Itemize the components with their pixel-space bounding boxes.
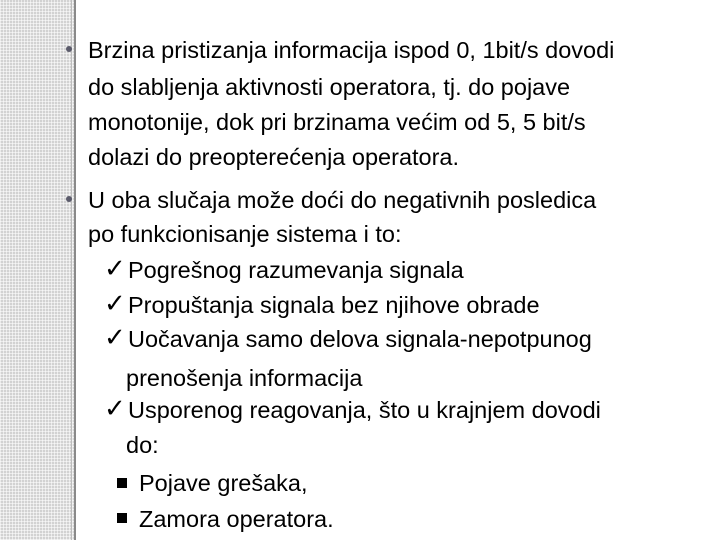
- bullet-dot-icon: [66, 46, 72, 52]
- bullet-2-line-1: U oba slučaja može doći do negativnih posledica: [88, 187, 597, 213]
- checkmark-icon: ✓: [104, 289, 126, 319]
- checkmark-icon: ✓: [104, 323, 126, 353]
- sub-item-2: Zamora operatora.: [139, 506, 334, 532]
- bullet-1-line-3: monotonije, dok pri brzinama većim od 5, 5 bit/s: [88, 109, 586, 135]
- check-item-4-line-1: Usporenog reagovanja, što u krajnjem dovodi: [128, 397, 601, 423]
- square-bullet-icon: [117, 478, 127, 488]
- bullet-1-line-2: do slabljenja aktivnosti operatora, tj. do pojave: [88, 74, 571, 100]
- bullet-dot-icon: [66, 196, 72, 202]
- check-item-2: Propuštanja signala bez njihove obrade: [128, 292, 540, 318]
- check-item-1: Pogrešnog razumevanja signala: [128, 257, 464, 283]
- sub-item-1: Pojave grešaka,: [139, 470, 308, 496]
- bullet-1-line-4: dolazi do preopterećenja operatora.: [88, 144, 460, 170]
- bullet-2-line-2: po funkcionisanje sistema i to:: [88, 221, 402, 247]
- checkmark-icon: ✓: [104, 254, 126, 284]
- check-item-4-line-2: do:: [126, 432, 159, 458]
- check-item-3-line-2: prenošenja informacija: [126, 365, 363, 391]
- bullet-1-line-1: Brzina pristizanja informacija ispod 0, 1bit/s dovodi: [88, 37, 615, 63]
- checkmark-icon: ✓: [104, 394, 126, 424]
- square-bullet-icon: [117, 513, 127, 523]
- check-item-3-line-1: Uočavanja samo delova signala-nepotpunog: [128, 326, 592, 352]
